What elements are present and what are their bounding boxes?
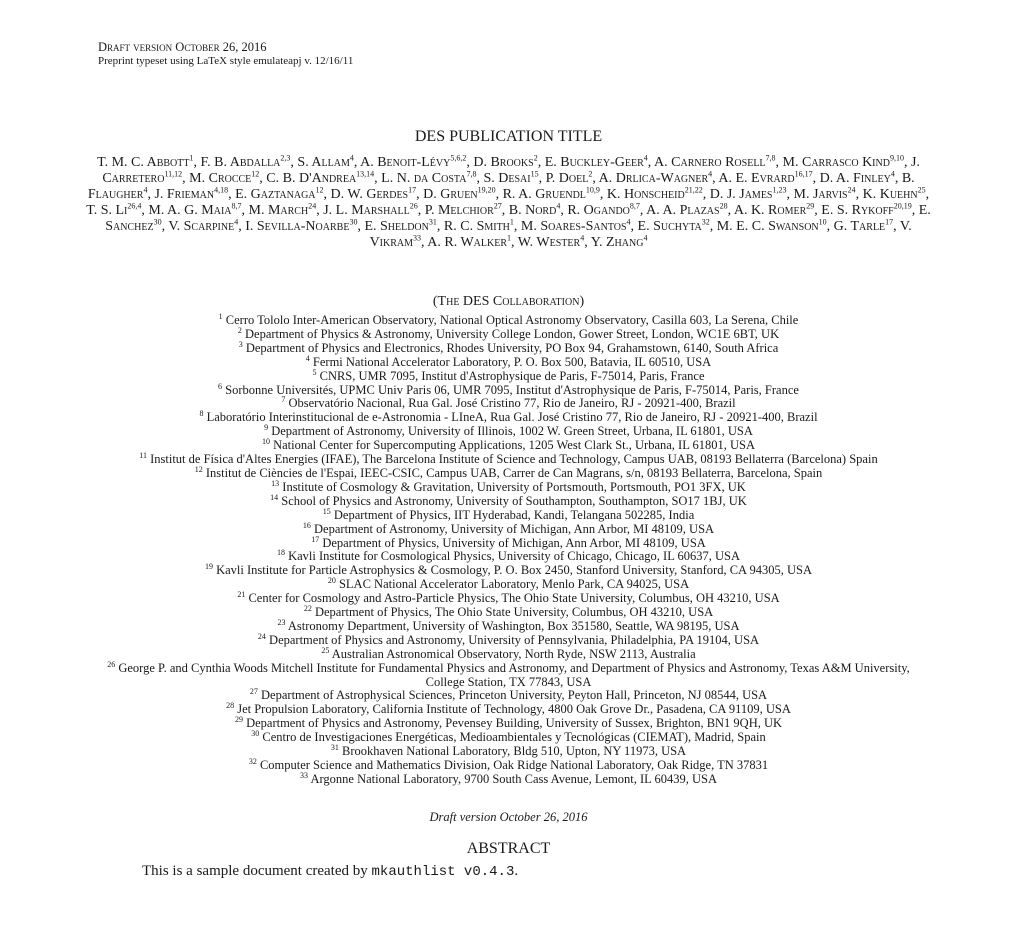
affiliation-number: 31 — [330, 742, 339, 752]
affiliation-number: 21 — [237, 589, 246, 599]
author — [444, 219, 514, 234]
affiliation-number: 8 — [199, 409, 204, 419]
author — [546, 171, 593, 186]
author-affiliation-index: 13,14 — [356, 169, 375, 179]
affiliation-text: Sorbonne Universités, UPMC Univ Paris 06, UMR 7095, Institut d'Astrophysique de Paris, F-75014, Paris, France — [225, 382, 799, 397]
author — [607, 187, 703, 202]
author-affiliation-index: 2 — [533, 153, 538, 163]
affiliation-text: Observatório Nacional, Rua Gal. José Cristino 77, Rio de Janeiro, RJ - 20921-400, Brazil — [288, 396, 736, 411]
author-affiliation-index: 4 — [143, 185, 148, 195]
author-affiliation-index: 10,9 — [585, 185, 600, 195]
author-affiliation-index: 24 — [308, 201, 317, 211]
affiliation-number: 11 — [139, 450, 147, 460]
author — [201, 155, 291, 170]
author-name: C. B. D'Andrea — [266, 171, 357, 186]
author — [381, 171, 476, 186]
affiliation — [100, 478, 917, 495]
author — [794, 187, 856, 202]
author-name: V. Vikram — [369, 219, 912, 250]
author-affiliation-index: 20,19 — [893, 201, 912, 211]
affiliation — [100, 589, 917, 606]
author-name: E. Buckley-Geer — [544, 155, 644, 170]
author — [638, 219, 710, 234]
affiliation — [100, 742, 917, 759]
affiliation-number: 2 — [237, 325, 242, 335]
author-affiliation-index: 24 — [847, 185, 856, 195]
author-affiliation-index: 7,8 — [466, 169, 477, 179]
author-affiliation-index: 27 — [493, 201, 502, 211]
author — [717, 219, 827, 234]
author — [521, 219, 631, 234]
affiliation-number: 24 — [257, 631, 266, 641]
affiliation-number: 14 — [270, 492, 279, 502]
author-affiliation-index: 4 — [234, 217, 239, 227]
author-name: M. E. C. Swanson — [716, 219, 819, 234]
author-affiliation-index: 26 — [409, 201, 418, 211]
author-name: T. M. C. Abbott — [97, 155, 190, 170]
affiliation — [100, 659, 917, 690]
affiliation — [100, 756, 917, 773]
affiliation-text: Department of Astronomy, University of Illinois, 1002 W. Green Street, Urbana, IL 61801, USA — [271, 424, 753, 439]
affiliation — [100, 603, 917, 620]
abstract-body — [142, 863, 518, 880]
author-affiliation-index: 17 — [408, 185, 417, 195]
author-affiliation-index: 16,17 — [794, 169, 813, 179]
author-name: V. Scarpine — [168, 219, 235, 234]
affiliation-number: 5 — [312, 367, 317, 377]
author — [97, 155, 193, 170]
affiliation-number: 16 — [302, 520, 311, 530]
author — [266, 171, 374, 186]
author-affiliation-index: 21,22 — [684, 185, 703, 195]
author — [483, 171, 538, 186]
author-name: A. A. Plazas — [646, 203, 720, 218]
author — [545, 155, 648, 170]
author-name: W. Wester — [517, 235, 581, 250]
affiliation — [100, 464, 917, 481]
author-affiliation-index: 30 — [153, 217, 162, 227]
affiliation-number: 9 — [264, 423, 269, 433]
author-affiliation-index: 2 — [588, 169, 593, 179]
author-name: J. Frieman — [154, 187, 215, 202]
affiliation-text: National Center for Supercomputing Applications, 1205 West Clark St., Urbana, IL 61801, USA — [273, 438, 756, 453]
author-name: A. R. Walker — [427, 235, 507, 250]
affiliation — [100, 439, 917, 453]
affiliation — [100, 631, 917, 648]
author-name: R. C. Smith — [443, 219, 510, 234]
affiliation — [100, 645, 917, 662]
affiliation-number: 17 — [311, 534, 320, 544]
affiliation-text: Centro de Investigaciones Energéticas, Medioambientales y Tecnológicas (CIEMAT), Madrid, Spain — [262, 730, 766, 745]
affiliation — [100, 311, 917, 328]
affiliation-text: Brookhaven National Laboratory, Bldg 510, Upton, NY 11973, USA — [342, 744, 687, 759]
abstract-text-end: . — [514, 863, 519, 879]
affiliation-text: Department of Physics, The Ohio State University, Columbus, OH 43210, USA — [314, 605, 714, 620]
affiliation-number: 20 — [327, 576, 336, 586]
author-affiliation-index: 8,7 — [231, 201, 242, 211]
draft-date-line: Draft version October 26, 2016 — [429, 810, 588, 824]
author — [509, 203, 561, 218]
author — [599, 171, 713, 186]
affiliation-number: 25 — [321, 645, 330, 655]
author-affiliation-index: 11,12 — [164, 169, 183, 179]
author-affiliation-index: 33 — [413, 233, 422, 243]
affiliation-text: Jet Propulsion Laboratory, California Institute of Technology, 4800 Oak Grove Dr., Pasadena, CA 91109, USA — [237, 702, 791, 717]
affiliation-text: Department of Physics, University of Michigan, Ann Arbor, MI 48109, USA — [322, 535, 706, 550]
author-affiliation-index: 4 — [580, 233, 585, 243]
collaboration-name: (The DES Collaboration) — [432, 294, 585, 309]
author-name: Y. Zhang — [590, 235, 644, 250]
affiliation-text: Department of Physics, IIT Hyderabad, Kandi, Telangana 502285, India — [333, 507, 695, 522]
affiliation-number: 33 — [300, 770, 308, 780]
affiliation — [100, 325, 917, 342]
author-affiliation-index: 8,7 — [629, 201, 640, 211]
author — [168, 219, 238, 234]
affiliation-text: Argonne National Laboratory, 9700 South Cass Avenue, Lemont, IL 60439, USA — [310, 771, 717, 786]
author-affiliation-index: 12 — [251, 169, 260, 179]
affiliation-list — [100, 311, 917, 787]
author-name: D. J. James — [709, 187, 773, 202]
affiliation — [100, 770, 917, 787]
author-name: M. Carrasco Kind — [782, 155, 890, 170]
author-affiliation-index: 29 — [806, 201, 815, 211]
affiliation-text: School of Physics and Astronomy, University of Southampton, Southampton, SO17 1BJ, UK — [281, 493, 747, 508]
author-name: M. Jarvis — [793, 187, 848, 202]
affiliation — [100, 492, 917, 509]
affiliation-number: 1 — [218, 311, 223, 321]
affiliation-text: Laboratório Interinstitucional de e-Astronomia - LIneA, Rua Gal. José Cristino 77, Rio de Janeiro, RJ - 20921-400, Brazil — [206, 410, 818, 425]
author-name: A. Drlica-Wagner — [598, 171, 709, 186]
affiliation-number: 26 — [107, 659, 116, 669]
author-name: P. Melchior — [424, 203, 494, 218]
author — [189, 171, 259, 186]
affiliation-text: Department of Astrophysical Sciences, Princeton University, Peyton Hall, Princeton, NJ 08544, USA — [261, 688, 768, 703]
affiliation — [100, 450, 917, 467]
author-name: K. Honscheid — [606, 187, 685, 202]
affiliation-text: Institut de Física d'Altes Energies (IFAE), The Barcelona Institute of Science and Technology, Campus UAB, 08193 Bellaterra (Barcelona) Spain — [150, 452, 878, 467]
draft-prefix: Draft version — [98, 40, 173, 54]
author-name: S. Desai — [483, 171, 531, 186]
author-affiliation-index: 7,8 — [765, 153, 776, 163]
author-name: B. Flaugher — [87, 171, 915, 202]
author-affiliation-index: 1 — [509, 217, 514, 227]
affiliation — [100, 731, 917, 745]
author-affiliation-index: 10 — [818, 217, 827, 227]
affiliation-text: Kavli Institute for Particle Astrophysics & Cosmology, P. O. Box 2450, Stanford University, Stanford, CA 94305, USA — [216, 563, 813, 578]
affiliation — [100, 339, 917, 356]
affiliation — [100, 520, 917, 537]
author — [591, 235, 648, 250]
affiliation-number: 23 — [277, 617, 286, 627]
author-affiliation-index: 4 — [708, 169, 713, 179]
preprint-header — [98, 40, 353, 68]
affiliation-number: 30 — [251, 729, 260, 739]
author — [331, 187, 417, 202]
affiliation-number: 15 — [322, 506, 331, 516]
affiliation-number: 27 — [249, 687, 258, 697]
author-name: I. Sevilla-Noarbe — [245, 219, 350, 234]
affiliation-text: Computer Science and Mathematics Division, Oak Ridge National Laboratory, Oak Ridge, TN 37831 — [259, 758, 769, 772]
affiliation-number: 18 — [276, 548, 285, 558]
author-name: M. Crocce — [189, 171, 252, 186]
affiliation — [100, 353, 917, 370]
author-affiliation-index: 2,3 — [280, 153, 291, 163]
affiliation-text: Cerro Tololo Inter-American Observatory, National Optical Astronomy Observatory, Casilla 603, La Serena, Chile — [225, 313, 799, 327]
author-name: M. Soares-Santos — [520, 219, 627, 234]
author — [425, 203, 502, 218]
author — [245, 219, 357, 234]
author — [297, 155, 353, 170]
author — [148, 203, 241, 218]
affiliation-text: Department of Physics and Electronics, Rhodes University, PO Box 94, Grahamstown, 6140, South Africa — [245, 340, 779, 355]
author-name: D. Gruen — [423, 187, 478, 202]
affiliation-number: 4 — [305, 353, 310, 363]
affiliation-number: 29 — [234, 715, 243, 725]
author-affiliation-index: 12 — [315, 185, 324, 195]
author-name: E. Sheldon — [364, 219, 429, 234]
affiliation-text: Institut de Ciències de l'Espai, IEEC-CSIC, Campus UAB, Carrer de Can Magrans, s/n, 08193 Bellaterra, Barcelona, Spain — [205, 465, 823, 480]
author-name: M. March — [248, 203, 309, 218]
author-name: E. S. Rykoff — [821, 203, 894, 218]
author-name: E. Sanchez — [105, 203, 931, 234]
author-affiliation-index: 4 — [890, 169, 895, 179]
author — [710, 187, 787, 202]
author-name: A. Carnero Rosell — [654, 155, 766, 170]
affiliation-text: Kavli Institute for Cosmological Physics, University of Chicago, Chicago, IL 60637, USA — [288, 549, 741, 564]
affiliation-number: 22 — [303, 603, 312, 613]
author-name: T. S. Li — [86, 203, 128, 218]
affiliation — [100, 617, 917, 634]
author-name: S. Allam — [297, 155, 350, 170]
affiliation-number: 19 — [204, 562, 213, 572]
author-list: T. M. C. Abbott$^1$, F. B. Abdalla$^{2,3}$, S. Allam$^4$, A. Benoit-Lévy$^{5,6,2}$, D. Brooks$^2$, E. Buckley-Geer$^4$, A. Carnero Rosell$^{7,8}$, M. Carrasco Kind$^{9,10}$, J. Carretero$^{11,12}$, M. Crocce$^{12}$, C. B. D'Andrea$^{13,14}$, L. N. da Costa$^{7,8}$, S. Desai$^{15}$, P. Doel$^2$, A. Drlica-Wagner$^4$, A. E. Evrard$^{16,17}$, D. A. Finley$^4$, B. Flaugher$^4$, J. Frieman$^{4,18}$, E. Gaztanaga$^{12}$, D. W. Gerdes$^{17}$, D. Gruen$^{19,20}$, R. A. Gruendl$^{10,9}$, K. Honscheid$^{21,22}$, D. J. James$^{1,23}$, M. Jarvis$^{24}$, K. Kuehn$^{25}$, T. S. Li$^{26,4}$, M. A. G. Maia$^{8,7}$, M. March$^{24}$, J. L. Marshall$^{26}$, P. Melchior$^{27}$, B. Nord$^4$, R. Ogando$^{8,7}$, A. A. Plazas$^{28}$, A. K. Romer$^{29}$, E. S. Rykoff$^{20,19}$, E. Sanchez$^{30}$, V. Scarpine$^4$, I. Sevilla-Noarbe$^{30}$, E. Sheldon$^{31}$, R. C. Smith$^1$, M. Soares-Santos$^4$, E. Suchyta$^{32}$, M. E. C. Swanson$^{10}$, G. Tarle$^{17}$, V. Vikram$^{33}$, A. R. Walker$^1$, W. Wester$^4$, Y. Zhang$^4$ — [86, 153, 931, 250]
affiliation — [100, 506, 917, 523]
author-name: B. Nord — [508, 203, 557, 218]
author-name: P. Doel — [545, 171, 589, 186]
abstract-code: mkauthlist v0.4.3 — [371, 864, 515, 880]
affiliation-text: Australian Astronomical Observatory, North Ryde, NSW 2113, Australia — [331, 646, 696, 661]
affiliation-text: CNRS, UMR 7095, Institut d'Astrophysique de Paris, F-75014, Paris, France — [319, 368, 705, 383]
affiliation-number: 6 — [218, 381, 223, 391]
author-name: A. Benoit-Lévy — [360, 155, 451, 170]
author-name: L. N. da Costa — [381, 171, 467, 186]
author — [360, 155, 466, 170]
author — [820, 171, 895, 186]
author-affiliation-index: 5,6,2 — [450, 153, 467, 163]
affiliation — [100, 367, 917, 384]
author-affiliation-index: 31 — [428, 217, 437, 227]
author-affiliation-index: 4 — [643, 233, 648, 243]
author — [473, 155, 537, 170]
author — [323, 203, 418, 218]
affiliation-number: 7 — [281, 395, 286, 405]
author-affiliation-index: 4,18 — [214, 185, 229, 195]
affiliation-text: Institute of Cosmology & Gravitation, University of Portsmouth, Portsmouth, PO1 3FX, UK — [282, 479, 746, 494]
author — [249, 203, 317, 218]
abstract-heading: ABSTRACT — [466, 840, 551, 857]
author — [364, 219, 436, 234]
author — [734, 203, 814, 218]
draft-date: October 26, 2016 — [175, 40, 267, 54]
author-name: R. A. Gruendl — [502, 187, 586, 202]
affiliation-text: Department of Physics and Astronomy, Pevensey Building, University of Sussex, Brighton, BN1 9QH, UK — [246, 716, 783, 731]
affiliation-number: 3 — [238, 339, 243, 349]
affiliation-number: 10 — [261, 437, 270, 446]
affiliation-number: 13 — [271, 478, 280, 488]
affiliation-text: Center for Cosmology and Astro-Particle Physics, The Ohio State University, Columbus, OH 43210, USA — [248, 591, 780, 606]
author-name: E. Suchyta — [637, 219, 702, 234]
author-name: A. E. Evrard — [718, 171, 795, 186]
author-name: G. Tarle — [833, 219, 886, 234]
author-affiliation-index: 4 — [626, 217, 631, 227]
author — [646, 203, 727, 218]
author-affiliation-index: 25 — [917, 185, 926, 195]
affiliation-number: 12 — [194, 464, 203, 474]
author — [863, 187, 926, 202]
author — [821, 203, 911, 218]
author — [518, 235, 584, 250]
author-affiliation-index: 26,4 — [127, 201, 142, 211]
author-affiliation-index: 28 — [719, 201, 728, 211]
affiliation-text: Astronomy Department, University of Washington, Box 351580, Seattle, WA 98195, USA — [287, 618, 740, 633]
affiliation-text: Department of Physics & Astronomy, University College London, Gower Street, London, WC1E 6BT, UK — [245, 326, 780, 341]
author-affiliation-index: 1,23 — [772, 185, 787, 195]
author-affiliation-index: 32 — [701, 217, 710, 227]
author-affiliation-index: 30 — [349, 217, 358, 227]
author-name: J. L. Marshall — [323, 203, 410, 218]
author-name: E. Gaztanaga — [235, 187, 316, 202]
author — [654, 155, 776, 170]
author-name: D. W. Gerdes — [330, 187, 409, 202]
author-name: D. A. Finley — [819, 171, 891, 186]
author — [567, 203, 640, 218]
preprint-line: Preprint typeset using LaTeX style emulateapj v. 12/16/11 — [98, 55, 354, 67]
author — [235, 187, 323, 202]
affiliation-number: 28 — [226, 701, 235, 711]
affiliation-text: Department of Astronomy, University of Michigan, Ann Arbor, MI 48109, USA — [314, 521, 715, 536]
author — [154, 187, 228, 202]
author-name: A. K. Romer — [733, 203, 807, 218]
author — [503, 187, 600, 202]
affiliation-text: George P. and Cynthia Woods Mitchell Institute for Fundamental Physics and Astronomy, and Department of Physics and Astronomy, Texas A&M University, College Station, TX 77843, USA — [118, 660, 910, 689]
author — [86, 203, 141, 218]
draft-version-line — [98, 40, 353, 54]
author-affiliation-index: 1 — [189, 153, 194, 163]
author-affiliation-index: 1 — [507, 233, 511, 243]
author — [783, 155, 904, 170]
author-affiliation-index: 9,10 — [889, 153, 904, 163]
author-name: D. Brooks — [473, 155, 534, 170]
author — [423, 187, 495, 202]
author — [834, 219, 894, 234]
author-affiliation-index: 4 — [643, 153, 648, 163]
author-name: R. Ogando — [567, 203, 630, 218]
affiliation-text: Fermi National Accelerator Laboratory, P. O. Box 500, Batavia, IL 60510, USA — [312, 354, 712, 369]
abstract-text: This is a sample document created by — [142, 863, 372, 879]
author-name: J. Carretero — [102, 155, 920, 186]
author — [427, 235, 511, 250]
affiliation-text: Department of Physics and Astronomy, University of Pennsylvania, Philadelphia, PA 19104, USA — [269, 632, 760, 647]
author-affiliation-index: 19,20 — [477, 185, 496, 195]
author — [718, 171, 812, 186]
affiliation-number: 32 — [248, 756, 257, 766]
author-affiliation-index: 4 — [556, 201, 561, 211]
author-name: F. B. Abdalla — [200, 155, 281, 170]
author-name: K. Kuehn — [862, 187, 918, 202]
affiliation-text: SLAC National Accelerator Laboratory, Menlo Park, CA 94025, USA — [338, 577, 690, 592]
paper-title: DES PUBLICATION TITLE — [414, 128, 603, 145]
author-affiliation-index: 15 — [530, 169, 539, 179]
author-affiliation-index: 17 — [885, 217, 894, 227]
author-affiliation-index: 4 — [349, 153, 354, 163]
author-name: M. A. G. Maia — [148, 203, 232, 218]
